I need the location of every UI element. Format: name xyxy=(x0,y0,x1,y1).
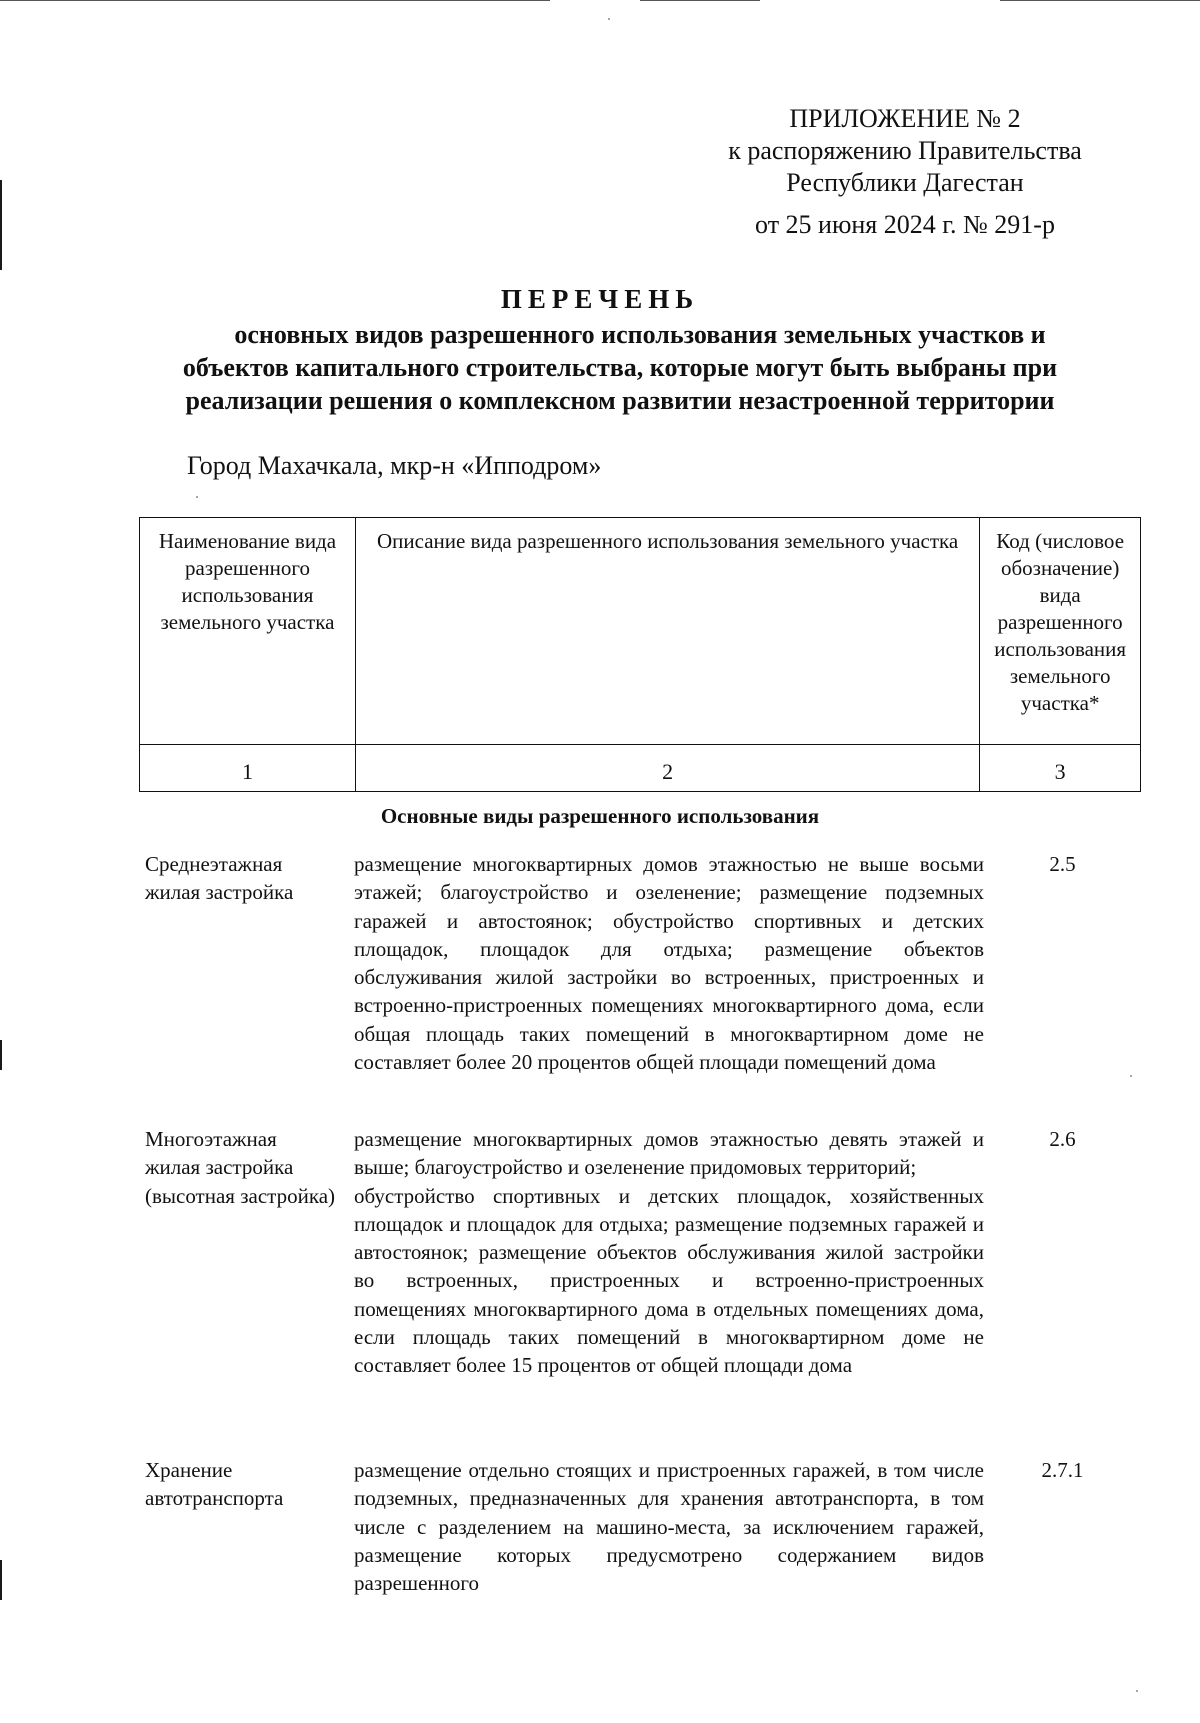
header-cell-description: Описание вида разрешенного использования земельного участка xyxy=(355,518,979,745)
column-number: 3 xyxy=(980,745,1141,792)
scan-top-line xyxy=(1000,0,1200,1)
entry-description-text: размещение многоквартирных домов этажностью не выше восьми этажей; благоустройство и озеленение; размещение подземных гаражей и автостоянок; обустройство спортивных и детских площадок, площадок для отдыха; размещение объектов обслуживания жилой застройки во встроенных, пристроенных и встроенно-пристроенных помещениях многоквартирного дома, если общая площадь таких помещений в многоквартирном доме не составляет более 20 процентов общей площади помещений дома xyxy=(354,852,984,1075)
table-number-row xyxy=(140,745,1141,792)
entry-description-text: обустройство спортивных и детских площадок, хозяйственных площадок и площадок для отдыха; размещение подземных гаражей и автостоянок; размещение объектов обслуживания жилой застройки во встроенных, пристроенных и встроенно-пристроенных помещениях многоквартирного дома в отдельных помещениях дома, если площадь таких помещений в многоквартирном доме не составляет более 15 процентов от общей площади дома xyxy=(354,1183,984,1378)
subtitle-line-3: реализации решения о комплексном развитии незастроенной территории xyxy=(185,386,1055,415)
appendix-order: к распоряжению Правительства xyxy=(728,136,1082,165)
scan-speck xyxy=(1130,1075,1132,1077)
scan-edge-left xyxy=(0,1560,2,1600)
column-number: 2 xyxy=(355,745,979,792)
subtitle-line-2: объектов капитального строительства, которые могут быть выбраны при xyxy=(182,353,1058,382)
entry-name: Среднеэтажная жилая застройка xyxy=(145,852,294,905)
entry-description xyxy=(354,1456,984,1597)
entry-description-text: размещение отдельно стоящих и пристроенных гаражей, в том числе подземных, предназначенных для хранения автотранспорта, в том числе с разделением на машино-места, за исключением гаражей, размещение которых предусмотрено содержанием видов разрешенного xyxy=(354,1458,984,1596)
appendix-date-number: от 25 июня 2024 г. № 291-р xyxy=(755,210,1055,239)
scan-speck xyxy=(1136,1690,1138,1692)
scan-edge-left xyxy=(0,180,2,270)
table-header-row xyxy=(140,518,1141,745)
scan-speck xyxy=(608,18,610,20)
location-line: Город Махачкала, мкр-н «Ипподром» xyxy=(187,451,602,480)
scan-edge-left xyxy=(0,1040,2,1070)
appendix-republic: Республики Дагестан xyxy=(786,168,1024,197)
header-table xyxy=(139,517,1141,792)
entry-description-text: размещение многоквартирных домов этажностью девять этажей и выше; благоустройство и озеленение придомовых территорий; xyxy=(354,1127,984,1180)
entry-description xyxy=(354,1125,984,1380)
scan-top-line xyxy=(640,0,760,1)
entry-description xyxy=(354,850,984,1076)
header-cell-code: Код (числовое обозначение) вида разрешенного использования земельного участка* xyxy=(980,518,1141,745)
column-number: 1 xyxy=(140,745,356,792)
entry-code: 2.7.1 xyxy=(1041,1458,1084,1482)
appendix-number: ПРИЛОЖЕНИЕ № 2 xyxy=(789,104,1021,133)
entry-name: Многоэтажная жилая застройка (высотная застройка) xyxy=(145,1127,336,1208)
scan-top-line xyxy=(0,0,550,1)
header-cell-name: Наименование вида разрешенного использования земельного участка xyxy=(140,518,356,745)
subtitle-line-1: основных видов разрешенного использования земельных участков и xyxy=(234,320,1046,349)
entry-name: Хранение автотранспорта xyxy=(145,1458,284,1511)
scan-speck xyxy=(196,496,198,498)
document-title: ПЕРЕЧЕНЬ xyxy=(500,284,700,314)
entry-code: 2.6 xyxy=(1049,1127,1076,1151)
section-title: Основные виды разрешенного использования xyxy=(380,804,820,828)
entry-code: 2.5 xyxy=(1049,852,1076,876)
